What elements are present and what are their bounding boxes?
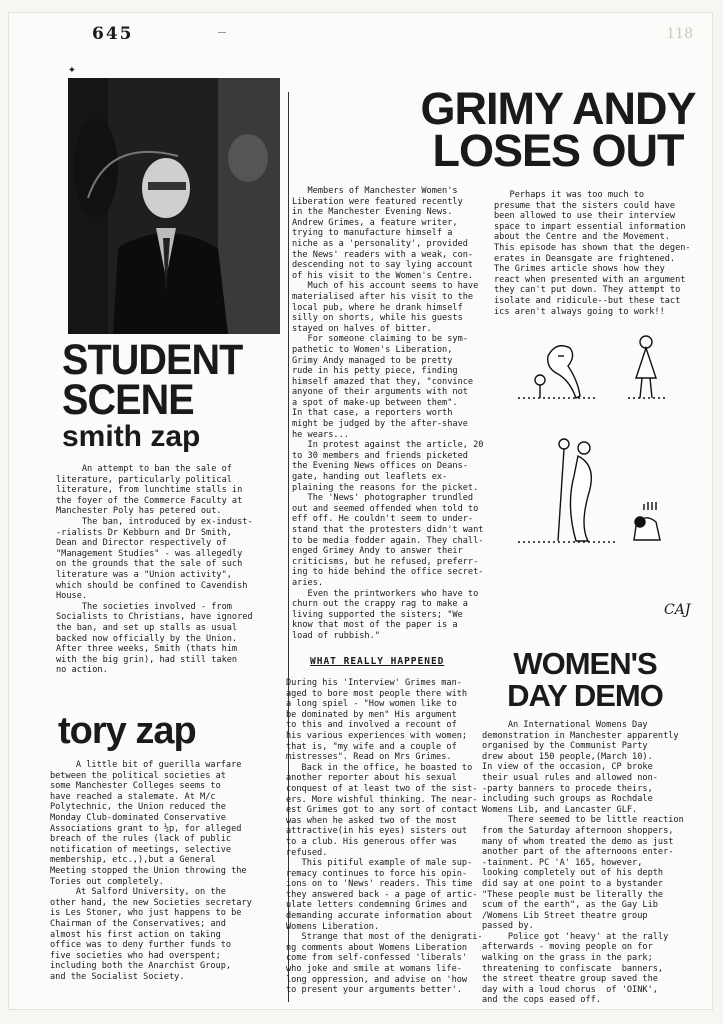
photo-smith <box>68 78 280 334</box>
article-womens-day: An International Womens Day demonstration in Manchester apparently organised by the Communist Party drew about 150 people,(March 10). In view of the occasion, CP broke their usual rules and allowed non- -party banners to procede theirs, including such groups as Rochdale Womens Lib, and Lancaster GLF. There seemed to be little reaction from the Saturday afternoon shoppers, many of whom treated the demo as just another part of the afternoons enter- -tainment. PC 'A' 165, however, looking completely out of his depth did say at one point to a bystander "These people must be literally the scum of the earth", as the Gay Lib /Womens Lib Street theatre group passed by. Police got 'heavy' at the rally afterwards - moving people on for walking on the grass in the park; threatening to confiscate banners, the street theatre group saved the day with a loud chorus of 'OINK', and the cops eased off. <box>482 720 684 1006</box>
article-grimy-col1: Members of Manchester Women's Liberation were featured recently in the Manchester Evening News. Andrew Grimes, a feature writer, trying to manufacture himself a niche as a 'personality', provided the News' readers with a weak, con- descending not to say lying account of his visit to the Women's Centre. Much of his account seems to have materialised after his visit to the local pub, where he drank himself silly on shorts, while his guests stayed on halves of bitter. For someone claiming to be sym- pathetic to Women's Liberation, Grimy Andy managed to be pretty rude in his petty piece, finding himself amazed that they, "convince anyone of their arguments with not a spot of make-up between them". In that case, a reporters worth might be judged by the after-shave he wears... In protest against the article, 20 to 30 members and friends picketed the Evening News offices on Deans- gate, handing out leaflets ex- plaining the reasons for the picket. The 'News' photographer trundled out and seemed offended when told to eff off. He couldn't seem to under- stand that the protesters didn't want to be media fodder again. They chall- enged Grimey Andy to answer their criticisms, but he refused, preferr- ing to hide behind the office secret- aries. Even the printworkers who have to churn out the crappy rag to make a living supported the sisters; "We know that most of the paper is a load of rubbish." <box>292 186 484 641</box>
headline-grimy-andy: GRIMY ANDY LOSES OUT <box>420 83 696 176</box>
article-grimy-col2: Perhaps it was too much to presume that the sisters could have been allowed to use their interview space to impart essential information about the Centre and the Movement. This episode has shown that the degen- erates in Deansgate are frightened. The Grimes article shows how they react when presented with an argument they can't put down. They attempt to isolate and ridicule--but these tact ics aren't always going to work!! <box>494 190 691 317</box>
page-number: 645 <box>92 24 134 44</box>
faint-page-number: 118 <box>666 26 693 42</box>
headline-womens-day-demo: WOMEN'S DAY DEMO <box>507 646 663 713</box>
subheadline-smith-zap: smith zap <box>62 420 201 453</box>
article-tory-zap: A little bit of guerilla warfare between the political societies at some Manchester Colleges seems to have reached a stalemate. At M/c Polytechnic, the Union reduced the Monday Club-dominated Conservative Associations grant to ½p, for alleged breach of the rules (lack of public notification of meetings, selective membership, etc.,),but a General Meeting stopped the Union throwing the Tories out completely. At Salford University, on the other hand, the new Societies secretary is Les Stoner, who just happens to be Chairman of the Conservatives; and almost his first action on taking office was to deny further funds to five societies who had overspent; including both the Anarchist Group, and the Socialist Society. <box>50 760 252 982</box>
headline-tory-zap: tory zap <box>58 710 196 752</box>
cartoon-illustration <box>518 326 688 560</box>
article-smith-zap: An attempt to ban the sale of literature, particularly political literature, from lunchtime stalls in the foyer of the Commerce Faculty at Manchester Poly has petered out. The ban, introduced by ex-indust- -rialists Dr Kebburn and Dr Smith, Dean and Director respectively of "Management Studies" - was allegedly on the grounds that the sale of such literature was a "Union activity", which should be confined to Cavendish House. The societies involved - from Socialists to Christians, have ignored the ban, and set up stalls as usual backed now officially by the Union. After three weeks, Smith (thats him with the big grin), had still taken no action. <box>56 464 253 676</box>
corner-mark-icon: ✦ <box>68 62 76 77</box>
article-grimy-col1b: During his 'Interview' Grimes man- aged to bore most people there with a long spiel - "How women like to be dominated by men" His argument to this and involved a recount of his various experiences with women; that is, "my wife and a couple of mistresses". Read on Mrs Grimes. Back in the office, he boasted to another reporter about his sexual conquest of at least two of the sist- ers. More wishful thinking. The near- est Grimes got to any sort of contact was when he asked two of the most attractive(in his eyes) sisters out to a club. His generous offer was refused. This pitiful example of male sup- remacy continues to force his opin- ions on to 'News' readers. This time they answered back - a page of artic- ulate letters condemning Grimes and demanding accurate information about Womens Liberation. Strange that most of the denigrati- ng comments about Womens Liberation come from self-confessed 'liberals' who joke and smile at womans life- long oppression, and advise on 'how to present your arguments better'. <box>286 678 483 996</box>
cartoon-signature: CAJ <box>664 602 691 618</box>
headline-student-scene: STUDENT SCENE <box>62 336 243 424</box>
header-dash <box>218 32 226 33</box>
subhead-what-really-happened: WHAT REALLY HAPPENED <box>310 656 445 667</box>
